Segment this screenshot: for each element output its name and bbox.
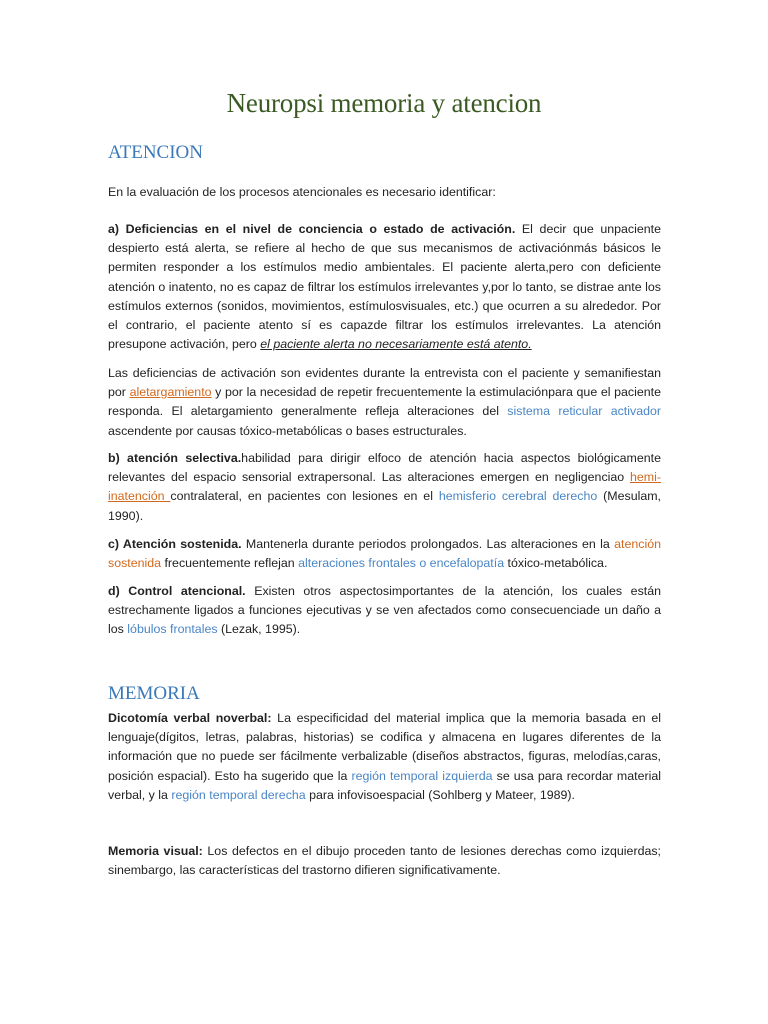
paragraph-b-lead: b) atención selectiva.	[108, 451, 242, 465]
paragraph-deficiencias	[108, 364, 661, 441]
text-run: Existen otros aspectosimportantes de la atención, los cuales están estrechamente ligados a funciones ejecutivas y se ven afectados como consecuenciade un daño a los	[108, 584, 661, 637]
link-lobulos-frontales[interactable]: lóbulos frontales	[127, 622, 218, 637]
text-run: (Lezak, 1995).	[217, 622, 301, 637]
paragraph-b	[108, 449, 661, 526]
text-run: tóxico-metabólica.	[504, 556, 608, 571]
paragraph-memoria-visual-lead: Memoria visual:	[108, 844, 203, 858]
paragraph-dicotomia-lead: Dicotomía verbal noverbal:	[108, 711, 272, 725]
paragraph-d-lead: d) Control atencional.	[108, 584, 246, 598]
paragraph-dicotomia	[108, 709, 661, 805]
paragraph-intro: En la evaluación de los procesos atencionales es necesario identificar:	[108, 185, 496, 199]
paragraph-a-body: El decir que unpaciente despierto está alerta, se refiere al hecho de que sus mecanismos de activaciónmás básicos le permiten responder a los estímulos medio ambientales. El paciente alerta,pero con deficiente atención o inatento, no es capaz de filtrar los estímulos irrelevantes y,por lo tanto, se distrae ante los estímulos externos (sonidos, movimientos, estímulosvisuales, etc.) que ocurren a su alrededor. Por el contrario, el paciente atento sí es capazde filtrar los estímulos irrelevantes. La atención presupone activación, pero	[108, 222, 661, 352]
text-run: Las deficiencias de activación son evidentes durante la entrevista con el paciente y semanifiestan por	[108, 366, 661, 400]
paragraph-d	[108, 582, 661, 640]
link-aletargamiento[interactable]: aletargamiento	[129, 385, 212, 400]
text-run: Los defectos en el dibujo proceden tanto de lesiones derechas como izquierdas; sinembargo, las características del trastorno difieren significativamente.	[108, 844, 661, 878]
paragraph-a-underlined: el paciente alerta no necesariamente está atento.	[260, 337, 532, 352]
paragraph-memoria-visual	[108, 842, 661, 880]
link-hemi-inatencion[interactable]: hemi-inatención	[108, 470, 661, 504]
section-heading-memoria: MEMORIA	[108, 683, 200, 704]
paragraph-a-lead: a) Deficiencias en el nivel de conciencia o estado de activación.	[108, 222, 516, 236]
paragraph-c	[108, 535, 661, 573]
text-run: ascendente por causas tóxico-metabólicas o bases estructurales.	[108, 423, 467, 438]
text-run: La especificidad del material implica que la memoria basada en el lenguaje(dígitos, letras, palabras, historias) se codifica y almacena en lugares diferentes de la información que no puede ser fácilmente verbalizable (diseños abstractos, figuras, melodías,caras, posición espacial). Esto ha sugerido que la	[108, 711, 661, 783]
paragraph-c-lead: c) Atención sostenida.	[108, 537, 242, 551]
text-run: y por la necesidad de repetir frecuentemente la estimulaciónpara que el paciente responda. El aletargamiento generalmente refleja alteraciones del	[108, 385, 661, 419]
text-run: Mantenerla durante periodos prolongados. Las alteraciones en la	[241, 537, 615, 551]
text-run: frecuentemente reflejan	[161, 556, 299, 571]
text-run: se usa para recordar material verbal, y la	[108, 768, 661, 802]
paragraph-a	[108, 220, 661, 354]
text-run: para infovisoespacial (Sohlberg y Mateer, 1989).	[305, 787, 575, 802]
text-run: habilidad para dirigir elfoco de atención hacia aspectos biológicamente relevantes del espacio sensorial extrapersonal. Las alteraciones emergen en negligenciao	[108, 451, 661, 485]
document-title: Neuropsi memoria y atencion	[226, 88, 542, 118]
link-hemisferio-derecho[interactable]: hemisferio cerebral derecho	[438, 489, 598, 504]
section-heading-atencion: ATENCION	[108, 142, 203, 163]
link-region-temporal-izquierda[interactable]: región temporal izquierda	[351, 768, 493, 783]
link-alteraciones-frontales[interactable]: alteraciones frontales o encefalopatía	[298, 556, 505, 571]
link-atencion-sostenida[interactable]: atención sostenida	[108, 537, 662, 571]
link-sistema-reticular[interactable]: sistema reticular activador	[507, 404, 661, 419]
link-region-temporal-derecha[interactable]: región temporal derecha	[171, 787, 306, 802]
text-run: (Mesulam, 1990).	[108, 489, 661, 523]
text-run: contralateral, en pacientes con lesiones en el	[170, 489, 439, 504]
